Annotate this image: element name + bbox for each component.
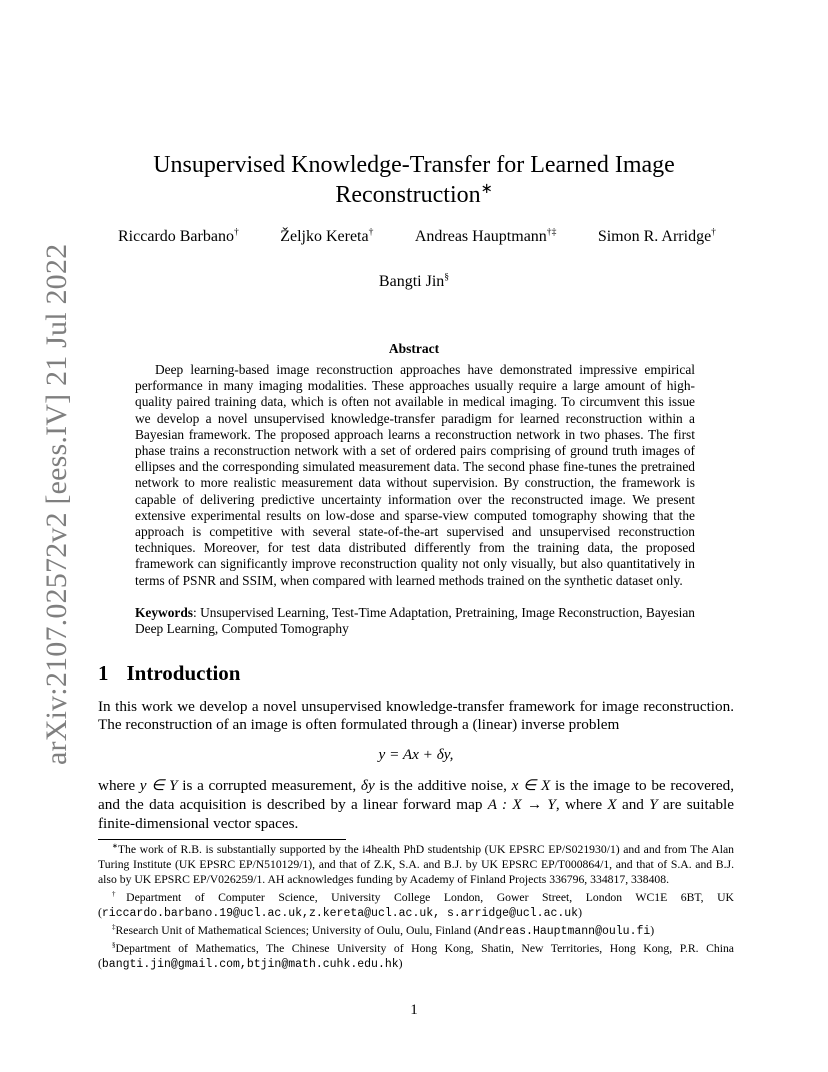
- footnote-text: ): [650, 924, 655, 938]
- author: [100, 273, 728, 291]
- title-line-1: Unsupervised Knowledge-Transfer for Learned Image: [153, 152, 675, 178]
- text-run: is the image to be recovered, and the data acquisition is described by a linear forward map: [98, 777, 735, 813]
- author-affiliation-mark: †‡: [546, 226, 557, 238]
- abstract-heading: Abstract: [388, 341, 440, 356]
- footnote-text: Research Unit of Mathematical Sciences; University of Oulu, Oulu, Finland (: [115, 924, 478, 938]
- author-name: Simon R. Arridge: [597, 228, 712, 245]
- text-run: and: [616, 796, 650, 813]
- math-inline: δy: [360, 777, 375, 794]
- footnote-text: Department of Mathematics, The Chinese University of Hong Kong, Shatin, New Territories, Hong Kong, P.R. China (: [98, 942, 734, 971]
- author: [280, 228, 373, 246]
- email-link[interactable]: Andreas.Hauptmann@oulu.fi: [477, 925, 651, 939]
- author-name: Andreas Hauptmann: [414, 228, 547, 245]
- text-run: are suitable finite-dimensional vector spaces.: [98, 796, 735, 832]
- author: [598, 228, 716, 246]
- email-link[interactable]: riccardo.barbano.19@ucl.ac.uk,z.kereta@ucl.ac.uk, s.arridge@ucl.ac.uk: [101, 906, 579, 920]
- footnote-text: The work of R.B. is substantially supported by the i4health PhD studentship (UK EPSRC EP/S021930/1) and and from The Alan Turing Institute (UK EPSRC EP/N510129/1), and that of Z.K, S.A. and B.J. by UK EPSRC EP/T000864/1, and that of S.A. and B.J. also by UK EPSRC EP/V026259/1. AH acknowledges funding by Academy of Finland Projects 336796, 334817, 338408.: [98, 843, 734, 887]
- keywords-label: Keywords: [135, 605, 194, 620]
- keywords: [135, 605, 695, 637]
- footnote-mark: ‡: [112, 923, 116, 932]
- author-name: Riccardo Barbano: [118, 228, 234, 245]
- text-run: , where: [555, 796, 608, 813]
- math-inline: A : X → Y: [487, 796, 556, 813]
- section-heading: [98, 661, 240, 686]
- page-number: 1: [410, 1002, 418, 1018]
- abstract-text: Deep learning-based image reconstruction approaches have demonstrated impressive empirical performance in many imaging modalities. These approaches usually require a large amount of high-quality paired training data, which is often not available in medical imaging. To circumvent this issue we develop a novel unsupervised knowledge-transfer paradigm for learned reconstruction within a Bayesian framework. The proposed approach learns a reconstruction network in two phases. The first phase trains a reconstruction network with a set of ordered pairs comprising of ground truth images of ellipses and the corresponding simulated measurement data. The second phase fine-tunes the pretrained network to more realistic measurement data without supervision. By construction, the framework is capable of delivering predictive uncertainty information over the reconstructed image. We present extensive experimental results on low-dose and sparse-view computed tomography showing that the approach is competitive with several state-of-the-art supervised and unsupervised reconstruction techniques. Moreover, for test data distributed differently from the training data, the proposed framework can significantly improve reconstruction quality not only visually, but also quantitatively in terms of PSNR and SSIM, when compared with learned methods trained on the synthetic dataset only.: [135, 362, 695, 588]
- footnote-text: Department of Computer Science, University College London, Gower Street, London WC1E 6BT, UK (: [98, 890, 734, 919]
- intro-paragraph: In this work we develop a novel unsupervised knowledge-transfer framework for image reconstruction. The reconstruction of an image is often formulated through a (linear) inverse problem: [98, 698, 734, 734]
- text-run: is a corrupted measurement,: [177, 777, 361, 794]
- author-affiliation-mark: §: [444, 271, 450, 283]
- footnote-rule: [98, 839, 346, 840]
- author-affiliation-mark: †: [711, 226, 716, 238]
- title-footnote-mark: ∗: [480, 181, 493, 197]
- arxiv-identifier: arXiv:2107.02572v2 [eess.IV] 21 Jul 2022: [40, 243, 73, 765]
- math-inline: X: [607, 796, 617, 813]
- math-inline: x ∈ X: [511, 777, 551, 794]
- keywords-text: : Unsupervised Learning, Test-Time Adaptation, Pretraining, Image Reconstruction, Bayesian Deep Learning, Computed Tomography: [135, 605, 695, 637]
- author-affiliation-mark: †: [368, 226, 374, 238]
- author: [118, 228, 239, 246]
- author-name: Željko Kereta: [280, 228, 369, 245]
- footnote-mark: †: [112, 889, 127, 898]
- paper-title: [100, 150, 728, 210]
- footnote-mark: §: [112, 941, 116, 950]
- email-link[interactable]: bangti.jin@gmail.com,btjin@math.cuhk.edu.hk: [101, 958, 399, 972]
- text-run: where: [98, 777, 140, 794]
- footnote: [98, 890, 734, 921]
- section-title: Introduction: [126, 661, 241, 685]
- footnote-text: ): [578, 905, 582, 919]
- title-line-2-text: Reconstruction: [335, 182, 481, 208]
- equation: y = Ax + δy,: [378, 746, 454, 763]
- footnote: [98, 923, 734, 939]
- author: [415, 228, 557, 246]
- section-number: 1: [98, 661, 109, 685]
- author-list: [100, 228, 728, 246]
- text-run: is the additive noise,: [374, 777, 512, 794]
- footnote-text: ): [398, 957, 403, 971]
- math-inline: y ∈ Y: [139, 777, 178, 794]
- footnote: [98, 941, 734, 972]
- footnotes: [98, 842, 734, 973]
- intro-paragraph: [98, 776, 734, 833]
- title-line-2: [100, 180, 728, 210]
- author-name: Bangti Jin: [378, 273, 445, 290]
- author-affiliation-mark: †: [233, 226, 239, 238]
- math-inline: Y: [649, 796, 658, 813]
- footnote-mark: ∗: [112, 842, 118, 851]
- footnote: [98, 842, 734, 888]
